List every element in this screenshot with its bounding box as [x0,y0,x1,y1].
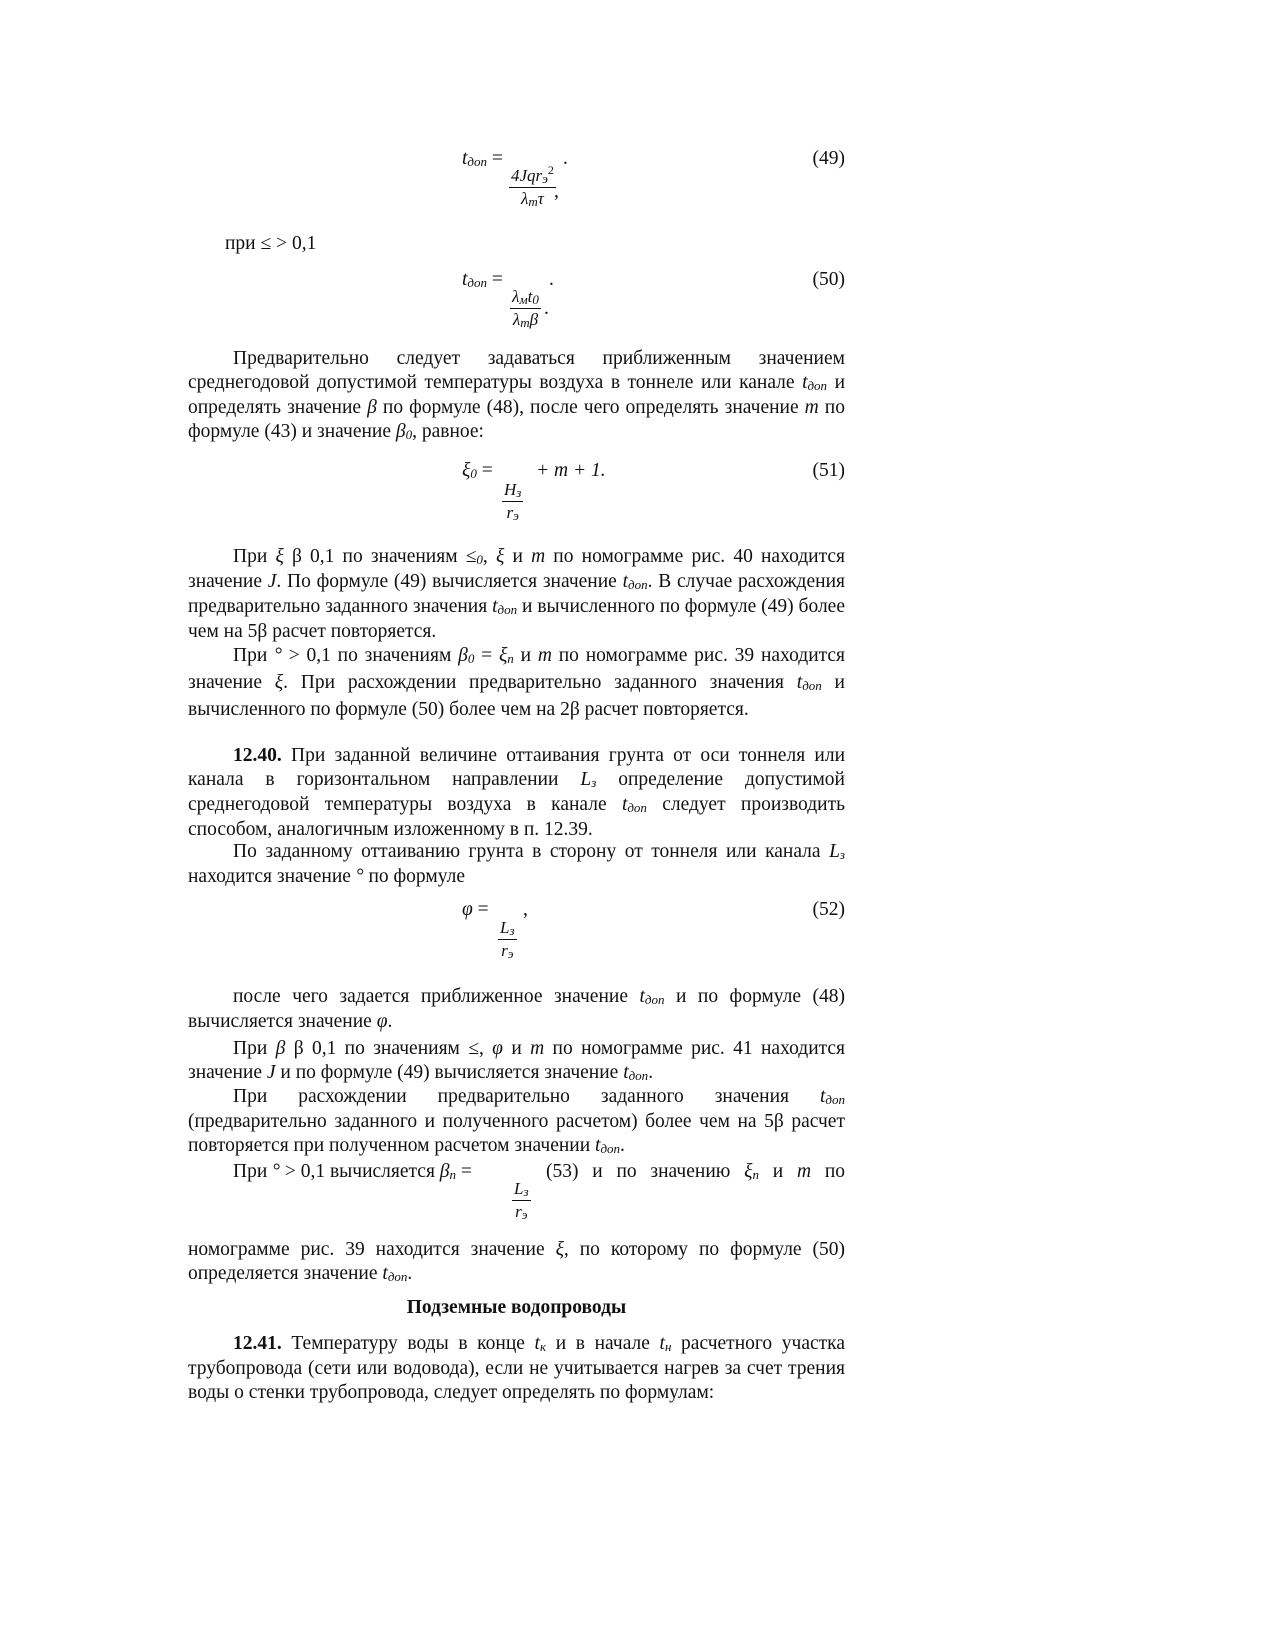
eq50-trail-dot: . [544,298,549,319]
eq52-fraction: Lз rэ [500,918,515,961]
eq50-fraction: λмt0 λтβ [512,287,539,330]
paragraph-12-41: 12.41. Температуру воды в конце tк и в начале tн расчетного участка трубопровода (сети или водовода), если не учитывается нагрев за счет трения воды о стенки трубопровода, следует определять по формулам: [188,1333,845,1403]
eq53-fraction: Lз rэ [514,1179,529,1222]
eq50-dot: . [549,269,554,290]
eq49-number: (49) [812,148,845,169]
paragraph-2: При ξ β 0,1 по значениям ≤0, ξ и m по номограмме рис. 40 находится значение J. По формуле (49) вычисляется значение tдоп. В случае расхождения предварительно заданного значения tдоп и вычисленного по формуле (49) более чем на 5β расчет повторяется. [188,546,846,642]
eq52-number: (52) [812,899,845,920]
paragraph-12-40: 12.40. При заданной величине оттаивания грунта от оси тоннеля или канала в горизонтальном направлении Lз определение допустимой среднегодовой температуры воздуха в канале tдоп следует производить способом, аналогичным изложенному в п. 12.39. [188,745,845,840]
section-heading: Подземные водопроводы [406,1297,627,1318]
paragraph-7: При β β 0,1 по значениям ≤, φ и m по номограмме рис. 41 находится значение J и по формуле (49) вычисляется значение tдоп. [188,1038,846,1083]
eq50-number: (50) [812,269,845,290]
eq52-comma: , [523,899,528,920]
eq51-lhs: ξ0 = [462,460,493,481]
paragraph-1: Предварительно следует задаваться приближенным значением среднегодовой допустимой температуры воздуха в тоннеле или канале tдоп и определять значение β по формуле (48), после чего определять значение m по формуле (43) и значение β0, равное: [188,348,846,442]
eq51-fraction: Hз rэ [504,480,522,523]
eq51-number: (51) [812,460,845,481]
eq51-rest: + m + 1. [536,460,606,481]
paragraph-10: номограмме рис. 39 находится значение ξ, по которому по формуле (50) определяется значение tдоп. [188,1239,845,1284]
eq49-lhs: tдоп = [462,148,503,169]
paragraph-5: По заданному оттаиванию грунта в сторону от тоннеля или канала Lз находится значение ° по формуле [188,841,845,887]
paragraph-3: При ° > 0,1 по значениям β0 = ξп и m по номограмме рис. 39 находится значение ξ. При расхождении предварительно заданного значения tдоп и вычисленного по формуле (50) более чем на 2β расчет повторяется. [188,645,846,720]
eq49-comma: , [554,181,559,202]
eq49-dot: . [563,148,568,169]
condition-line: при ≤ > 0,1 [225,233,317,254]
eq50-lhs: tдоп = [462,269,503,290]
eq52-lhs: φ = [462,899,489,920]
eq49-fraction: 4Jqrэ$^2$ λтτ [511,163,554,209]
paragraph-9-tail: (53) и по значению ξп и m по [546,1161,846,1182]
paragraph-8: При расхождении предварительно заданного значения tдоп (предварительно заданного и полученного расчетом) более чем на 5β расчет повторяется при полученном расчетом значении tдоп. [188,1086,845,1156]
paragraph-9-lead: При ° > 0,1 вычисляется βп = [233,1161,472,1182]
paragraph-6: после чего задается приближенное значение tдоп и по формуле (48) вычисляется значение φ. [188,986,845,1032]
